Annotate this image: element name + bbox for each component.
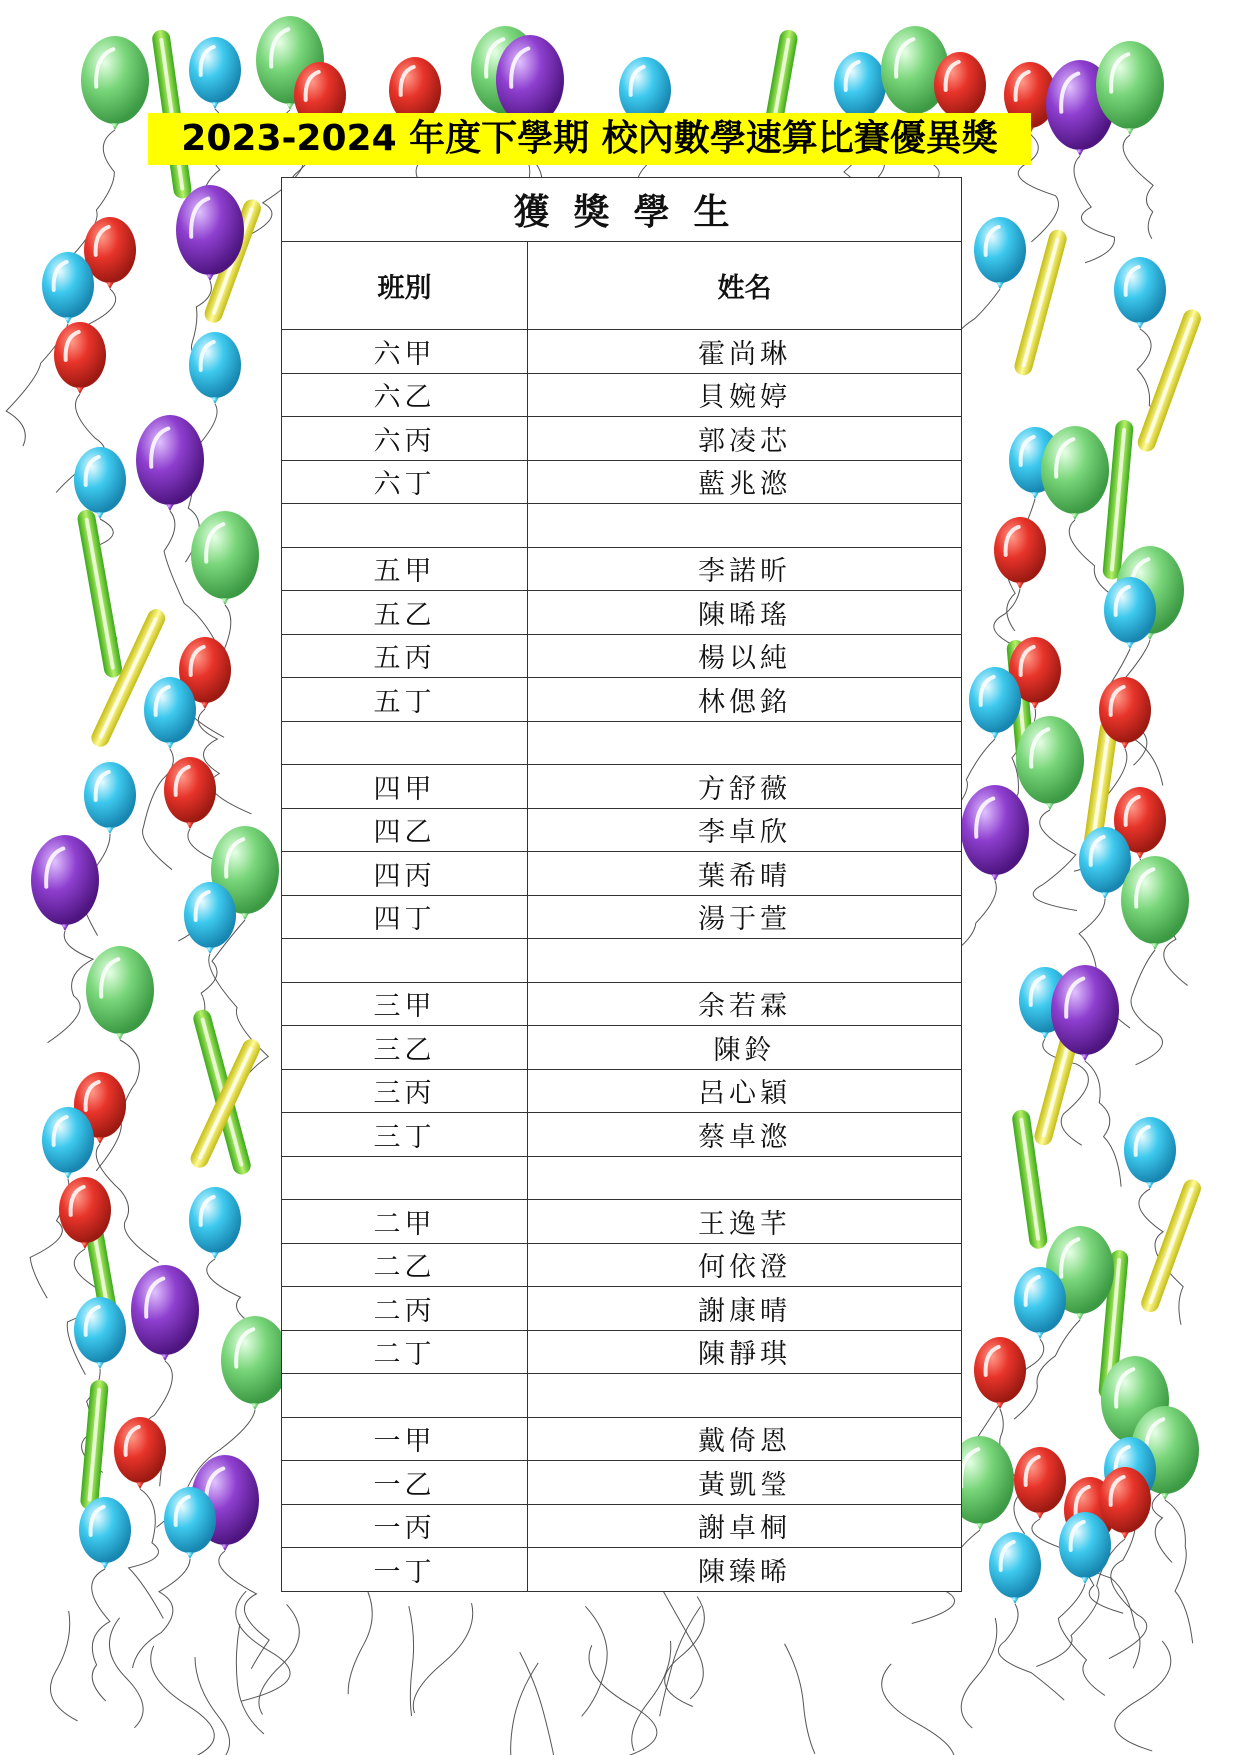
name-cell: 郭凌芯: [528, 417, 962, 461]
long-balloon-icon: [76, 508, 123, 679]
table-row: [282, 1548, 962, 1592]
balloon-icon: [86, 946, 154, 1040]
table-row: [282, 678, 962, 722]
table-row: [282, 808, 962, 852]
name-cell: [528, 939, 962, 983]
class-cell: 三甲: [282, 982, 528, 1026]
table-row: [282, 1417, 962, 1461]
balloon-icon: [189, 332, 241, 404]
name-cell: 陳晞瑤: [528, 591, 962, 635]
balloon-icon: [74, 447, 126, 519]
name-cell: [528, 1374, 962, 1418]
class-cell: 五甲: [282, 547, 528, 591]
balloon-icon: [114, 1417, 166, 1489]
name-cell: 余若霖: [528, 982, 962, 1026]
class-cell: [282, 1374, 528, 1418]
name-cell: 謝康晴: [528, 1287, 962, 1331]
name-cell: [528, 504, 962, 548]
name-cell: 黃凱瑩: [528, 1461, 962, 1505]
class-cell: [282, 1156, 528, 1200]
name-cell: 貝婉婷: [528, 373, 962, 417]
class-cell: 一丁: [282, 1548, 528, 1592]
table-row: [282, 1200, 962, 1244]
header-name: 姓名: [528, 242, 962, 330]
balloon-icon: [1104, 577, 1156, 649]
class-cell: 三丙: [282, 1069, 528, 1113]
table-row: [282, 634, 962, 678]
table-row: [282, 330, 962, 374]
award-table: [281, 177, 962, 1592]
balloon-icon: [81, 36, 149, 130]
balloon-icon: [974, 217, 1026, 289]
class-cell: 四丁: [282, 895, 528, 939]
balloon-icon: [84, 762, 136, 834]
table-row: [282, 1504, 962, 1548]
balloon-icon: [989, 1532, 1041, 1604]
table-row: [282, 1330, 962, 1374]
name-cell: [528, 1156, 962, 1200]
table-caption: 獲獎學生: [282, 178, 962, 242]
class-cell: 三丁: [282, 1113, 528, 1157]
balloon-icon: [189, 1187, 241, 1259]
name-cell: 謝卓桐: [528, 1504, 962, 1548]
name-cell: 湯于萱: [528, 895, 962, 939]
class-cell: 六丁: [282, 460, 528, 504]
table-caption-row: [282, 178, 962, 242]
table-row: [282, 460, 962, 504]
name-cell: 陳臻晞: [528, 1548, 962, 1592]
table-row: [282, 852, 962, 896]
name-cell: 何依澄: [528, 1243, 962, 1287]
table-row: [282, 547, 962, 591]
name-cell: 葉希晴: [528, 852, 962, 896]
table-row: [282, 1243, 962, 1287]
class-cell: 六丙: [282, 417, 528, 461]
class-cell: 二丁: [282, 1330, 528, 1374]
class-cell: [282, 939, 528, 983]
balloon-icon: [1041, 426, 1109, 520]
name-cell: 李卓欣: [528, 808, 962, 852]
class-cell: [282, 721, 528, 765]
name-cell: 霍尚琳: [528, 330, 962, 374]
header-class: 班別: [282, 242, 528, 330]
class-cell: [282, 504, 528, 548]
name-cell: 王逸芊: [528, 1200, 962, 1244]
class-cell: 四丙: [282, 852, 528, 896]
long-balloon-icon: [80, 1379, 109, 1510]
class-cell: 一甲: [282, 1417, 528, 1461]
class-cell: 三乙: [282, 1026, 528, 1070]
name-cell: 戴倚恩: [528, 1417, 962, 1461]
balloon-icon: [1014, 1267, 1066, 1339]
balloon-icon: [994, 517, 1046, 589]
name-cell: 呂心穎: [528, 1069, 962, 1113]
name-cell: 李諾昕: [528, 547, 962, 591]
balloon-icon: [131, 1265, 199, 1361]
balloon-icon: [1124, 1117, 1176, 1189]
class-cell: 五丁: [282, 678, 528, 722]
balloon-icon: [144, 677, 196, 749]
table-row: [282, 1113, 962, 1157]
balloon-icon: [42, 1107, 94, 1179]
balloon-icon: [74, 1297, 126, 1369]
long-balloon-icon: [188, 1036, 263, 1170]
long-balloon-icon: [1139, 1177, 1204, 1315]
balloon-icon: [54, 322, 106, 394]
class-cell: 二甲: [282, 1200, 528, 1244]
class-cell: 二乙: [282, 1243, 528, 1287]
class-cell: 六甲: [282, 330, 528, 374]
table-row: [282, 765, 962, 809]
class-cell: 六乙: [282, 373, 528, 417]
balloon-icon: [31, 835, 99, 931]
balloon-icon: [79, 1497, 131, 1569]
table-header-row: [282, 242, 962, 330]
page-title: 2023-2024 年度下學期 校內數學速算比賽優異獎: [148, 113, 1031, 165]
table-row: [282, 1026, 962, 1070]
name-cell: 林偲銘: [528, 678, 962, 722]
balloon-icon: [1059, 1512, 1111, 1584]
table-spacer-row: [282, 939, 962, 983]
name-cell: 蔡卓滺: [528, 1113, 962, 1157]
table-row: [282, 591, 962, 635]
table-row: [282, 1461, 962, 1505]
table-row: [282, 373, 962, 417]
balloon-icon: [136, 415, 204, 511]
balloon-icon: [1114, 257, 1166, 329]
class-cell: 五乙: [282, 591, 528, 635]
name-cell: 方舒薇: [528, 765, 962, 809]
balloon-icon: [1014, 1447, 1066, 1519]
balloon-icon: [164, 1487, 216, 1559]
class-cell: 五丙: [282, 634, 528, 678]
balloon-icon: [969, 667, 1021, 739]
name-cell: [528, 721, 962, 765]
balloon-icon: [221, 1316, 289, 1410]
class-cell: 一丙: [282, 1504, 528, 1548]
table-row: [282, 982, 962, 1026]
balloon-icon: [191, 511, 259, 605]
class-cell: 四甲: [282, 765, 528, 809]
balloon-icon: [961, 785, 1029, 881]
table-row: [282, 895, 962, 939]
name-cell: 藍兆滺: [528, 460, 962, 504]
class-cell: 一乙: [282, 1461, 528, 1505]
balloon-icon: [184, 882, 236, 954]
name-cell: 楊以純: [528, 634, 962, 678]
table-row: [282, 1069, 962, 1113]
table-spacer-row: [282, 504, 962, 548]
class-cell: 四乙: [282, 808, 528, 852]
balloon-icon: [1016, 716, 1084, 810]
name-cell: 陳鈴: [528, 1026, 962, 1070]
table-row: [282, 1287, 962, 1331]
class-cell: 二丙: [282, 1287, 528, 1331]
balloon-icon: [164, 757, 216, 829]
table-spacer-row: [282, 1156, 962, 1200]
balloon-icon: [1121, 856, 1189, 950]
balloon-icon: [974, 1337, 1026, 1409]
table-spacer-row: [282, 1374, 962, 1418]
table-spacer-row: [282, 721, 962, 765]
balloon-icon: [42, 252, 94, 324]
table-body: [282, 330, 962, 1592]
name-cell: 陳靜琪: [528, 1330, 962, 1374]
table-row: [282, 417, 962, 461]
balloon-icon: [189, 37, 241, 109]
